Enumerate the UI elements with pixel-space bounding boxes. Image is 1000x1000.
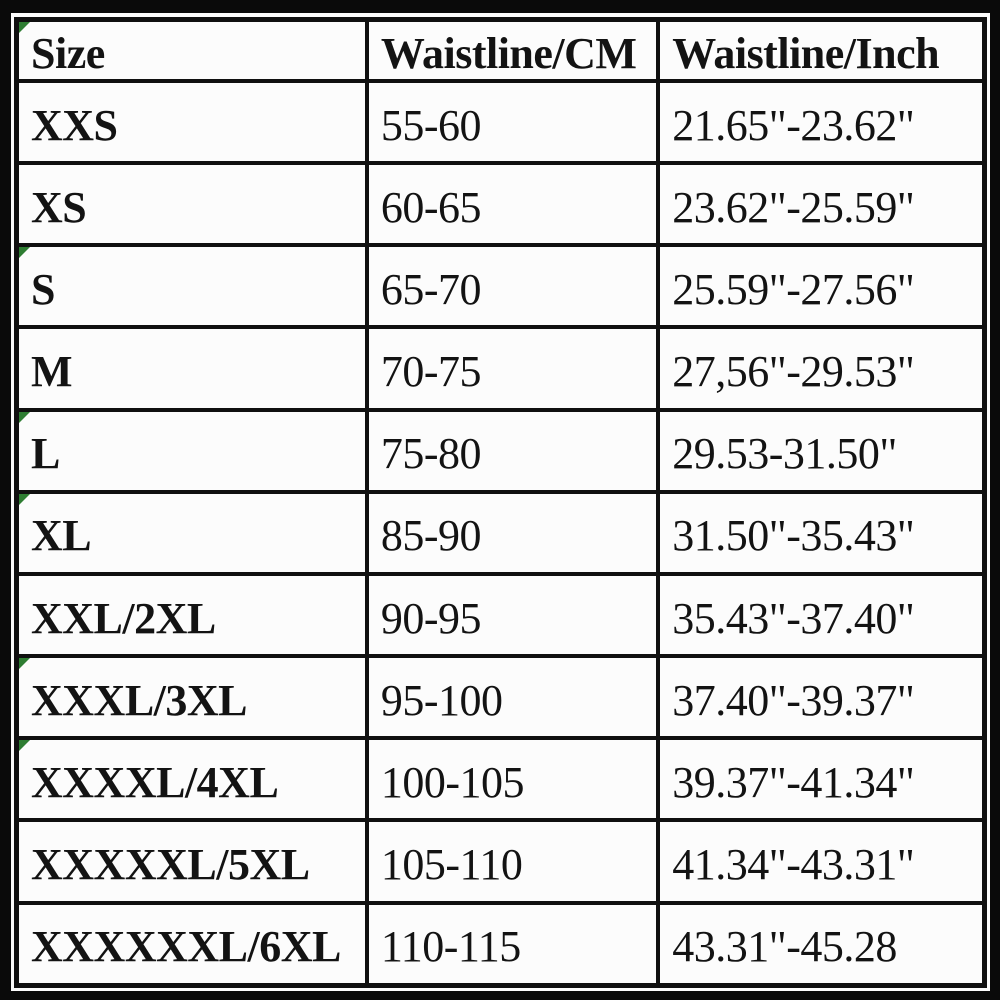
cm-cell <box>367 820 658 902</box>
cell-text: 105-110 <box>380 839 523 889</box>
cell-corner-marker-icon <box>19 494 30 505</box>
cell-text: 100-105 <box>380 757 525 807</box>
table-row <box>17 163 985 245</box>
size-cell <box>17 656 367 738</box>
size-cell <box>17 163 367 245</box>
size-cell <box>17 327 367 409</box>
table-row <box>17 574 985 656</box>
inch-cell <box>658 738 984 820</box>
size-cell <box>17 903 367 986</box>
cell-text: 27,56"-29.53" <box>672 347 915 397</box>
cell-text: XXXL/3XL <box>31 675 248 725</box>
cell-text: XXXXXL/5XL <box>31 839 310 889</box>
table-row <box>17 656 985 738</box>
header-row <box>17 20 985 82</box>
cell-text: 37.40"-39.37" <box>672 675 915 725</box>
cell-text: M <box>31 347 73 397</box>
cm-cell <box>367 492 658 574</box>
cell-text: Waistline/Inch <box>672 29 940 78</box>
size-chart-sheet <box>11 13 990 991</box>
size-cell <box>17 738 367 820</box>
cm-cell <box>367 245 658 327</box>
table-row <box>17 327 985 409</box>
cell-text: Size <box>31 29 105 78</box>
table-row <box>17 738 985 820</box>
cell-text: Waistline/CM <box>380 29 637 78</box>
inch-cell <box>658 820 984 902</box>
cell-text: XXL/2XL <box>31 593 216 643</box>
cell-corner-marker-icon <box>19 247 30 258</box>
cell-text: 43.31"-45.28 <box>672 922 897 972</box>
cm-cell <box>367 903 658 986</box>
cell-text: XXXXL/4XL <box>31 757 279 807</box>
cell-corner-marker-icon <box>19 658 30 669</box>
cm-cell <box>367 738 658 820</box>
cell-text: 60-65 <box>380 182 482 232</box>
table-row <box>17 81 985 163</box>
size-cell <box>17 492 367 574</box>
table-row <box>17 245 985 327</box>
inch-cell <box>658 163 984 245</box>
cm-cell <box>367 656 658 738</box>
table-body <box>17 81 985 986</box>
cell-text: XXS <box>31 100 118 150</box>
size-cell <box>17 81 367 163</box>
table-row <box>17 820 985 902</box>
cm-cell <box>367 163 658 245</box>
cell-text: 75-80 <box>380 429 482 479</box>
cell-text: 31.50"-35.43" <box>672 511 915 561</box>
inch-cell <box>658 656 984 738</box>
cell-text: 35.43"-37.40" <box>672 593 915 643</box>
cell-text: 110-115 <box>380 922 521 972</box>
table-row <box>17 410 985 492</box>
cell-corner-marker-icon <box>19 22 30 33</box>
inch-cell <box>658 410 984 492</box>
cm-cell <box>367 574 658 656</box>
cell-corner-marker-icon <box>19 740 30 751</box>
size-chart-table <box>14 17 987 988</box>
cell-text: 95-100 <box>380 675 503 725</box>
table-row <box>17 492 985 574</box>
size-cell <box>17 820 367 902</box>
size-cell <box>17 410 367 492</box>
cm-cell <box>367 410 658 492</box>
cell-text: XL <box>31 511 92 561</box>
cell-text: 29.53-31.50" <box>672 429 897 479</box>
inch-cell <box>658 492 984 574</box>
cell-text: S <box>31 264 55 314</box>
inch-cell <box>658 245 984 327</box>
inch-cell <box>658 574 984 656</box>
cell-text: 55-60 <box>380 100 482 150</box>
column-header <box>367 20 658 82</box>
cell-text: 25.59"-27.56" <box>672 264 915 314</box>
column-header <box>17 20 367 82</box>
cell-text: 70-75 <box>380 347 482 397</box>
column-header <box>658 20 984 82</box>
cm-cell <box>367 81 658 163</box>
cell-text: XXXXXXL/6XL <box>31 922 341 972</box>
cell-text: 21.65"-23.62" <box>672 100 915 150</box>
cell-text: 65-70 <box>380 264 482 314</box>
inch-cell <box>658 903 984 986</box>
inch-cell <box>658 81 984 163</box>
cell-text: 85-90 <box>380 511 482 561</box>
cell-text: L <box>31 429 60 479</box>
cell-corner-marker-icon <box>19 412 30 423</box>
inch-cell <box>658 327 984 409</box>
cell-text: 90-95 <box>380 593 482 643</box>
table-row <box>17 903 985 986</box>
cell-text: 41.34"-43.31" <box>672 839 915 889</box>
cell-text: XS <box>31 182 87 232</box>
size-cell <box>17 245 367 327</box>
cell-text: 23.62"-25.59" <box>672 182 915 232</box>
cell-text: 39.37"-41.34" <box>672 757 915 807</box>
cm-cell <box>367 327 658 409</box>
size-cell <box>17 574 367 656</box>
